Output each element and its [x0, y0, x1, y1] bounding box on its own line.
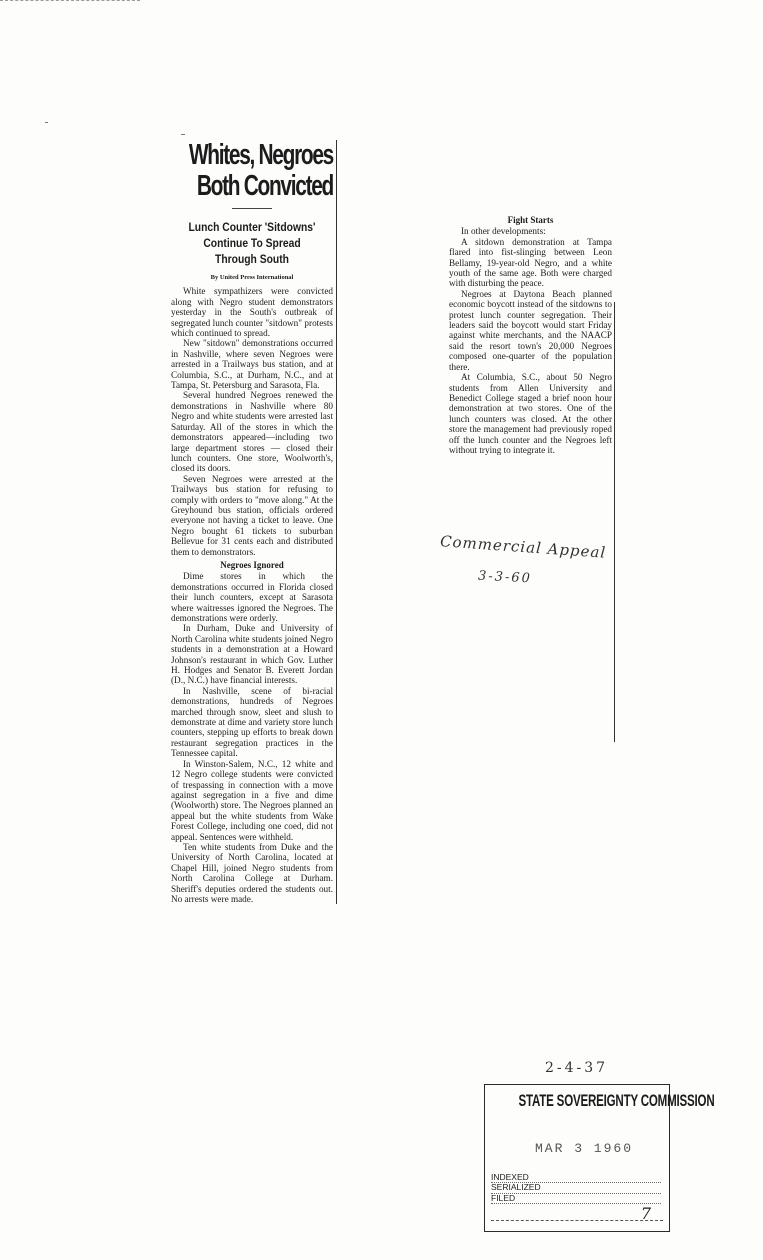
stamp-fields [491, 1173, 661, 1204]
stamp-file-number: 7 [640, 1204, 651, 1223]
stamp-title: STATE SOVEREIGNTY COMMISSION [518, 1091, 715, 1110]
deck-line-1: Lunch Counter 'Sitdowns' [188, 220, 316, 234]
stamp-bottom-line [491, 1220, 663, 1221]
deck-line-2: Continue To Spread [203, 236, 301, 250]
paragraph: Negroes at Daytona Beach planned economic boycott instead of the sitdowns to protest lunch counter segregation. Their leaders said the boycott would start Friday against white merchants, and the NAACP said the resort town's 20,000 Negroes composed one-quarter of the population there. [449, 288, 612, 372]
clipping-corner-mark [181, 134, 185, 135]
deck-line-3: Through South [215, 252, 289, 266]
stamp-date: MAR 3 1960 [535, 1141, 634, 1156]
paragraph: Seven Negroes were arrested at the Trailways bus station for refusing to comply with orders to "move along." At the Greyhound bus station, officials ordered everyone not having a ticket to leave. One Negro bought 61 tickets to suburban Bellevue for 31 cents each and distributed them to demonstrators. [171, 473, 333, 557]
paragraph: Ten white students from Duke and the University of North Carolina, located at Chapel Hill, joined Negro students from North Carolina College at Durham. Sheriff's deputies ordered the students out. No arrests were made. [171, 841, 333, 904]
byline: By United Press International [210, 274, 294, 281]
commission-stamp [484, 1084, 715, 1232]
paragraph: New "sitdown" demonstrations occurred in Nashville, where seven Negroes were arrested in a Trailways bus station, and at Columbia, S.C., at Durham, N.C., and at Tampa, St. Petersburg and Sarasota, Fla. [171, 338, 333, 391]
column-rule [336, 140, 337, 904]
stamp-field-filed: FILED [491, 1194, 661, 1204]
paragraph: In other developments: [461, 226, 546, 237]
paragraph: Several hundred Negroes renewed the demonstrations in Nashville where 80 Negro and white students were arrested last Saturday. All of the stores in which the demonstrators appeared—including two large department stores — closed their lunch counters. One store, Woolworth's, closed its doors. [171, 390, 333, 474]
paragraph: White sympathizers were convicted along with Negro student demonstrators yesterday in the South's outbreak of segregated lunch counter "sitdown" protests which continued to spread. [171, 286, 333, 339]
paragraph: At Columbia, S.C., about 50 Negro students from Allen University and Benedict College staged a brief noon hour demonstration at two stores. One of the lunch counters was closed. At the other store the management had previously roped off the lunch counter and the Negroes left without trying to integrate it. [449, 372, 612, 455]
paragraph: Dime stores in which the demonstrations occurred in Florida closed their lunch counters, except at Sarasota where waitresses ignored the Negroes. The demonstrations were orderly. [171, 571, 333, 623]
headline-line-1: Whites, Negroes [188, 139, 333, 171]
handwritten-date-note: 3-3-60 [477, 568, 533, 587]
page-mark [45, 122, 48, 123]
paragraph: In Winston-Salem, N.C., 12 white and 12 Negro college students were convicted of trespassing in connection with a move against segregation in a five and dime (Woolworth) store. The Negroes planned an appeal but the white students from Wake Forest College, including one coed, did not appeal. Sentences were withheld. [171, 758, 333, 842]
column-rule [614, 302, 615, 742]
article-column-2 [449, 212, 612, 455]
paragraph: In Nashville, scene of bi-racial demonstrations, hundreds of Negroes marched through snow, sleet and slush to demonstrate at dime and variety store lunch counters, stepping up efforts to break down restaurant segregation practices in the Tennessee capital. [171, 685, 333, 759]
article-column-1 [171, 140, 333, 904]
headline [171, 140, 333, 202]
top-dashed-line [0, 0, 140, 1]
handwritten-file-number: 2-4-37 [545, 1060, 609, 1076]
subhead-negroes-ignored: Negroes Ignored [220, 559, 284, 570]
handwritten-source-note: Commercial Appeal [439, 532, 607, 562]
subhead-fight-starts: Fight Starts [507, 215, 554, 225]
paragraph: In Durham, Duke and University of North Carolina white students joined Negro students in a demonstration at a Howard Johnson's restaurant in which Gov. Luther H. Hodges and Senator B. Everett Jordan (D., N.C.) have financial interests. [171, 623, 333, 686]
paragraph: A sitdown demonstration at Tampa flared into fist-slinging between Leon Bellamy, 19-year-old Negro, and a white youth of the same age. Both were charged with disturbing the peace. [449, 236, 612, 289]
stamp-field-indexed: INDEXED [491, 1173, 661, 1183]
headline-divider [232, 208, 272, 209]
headline-line-2: Both Convicted [196, 170, 333, 202]
subheadline-deck [172, 219, 332, 267]
stamp-field-serialized: SERIALIZED [491, 1183, 661, 1193]
